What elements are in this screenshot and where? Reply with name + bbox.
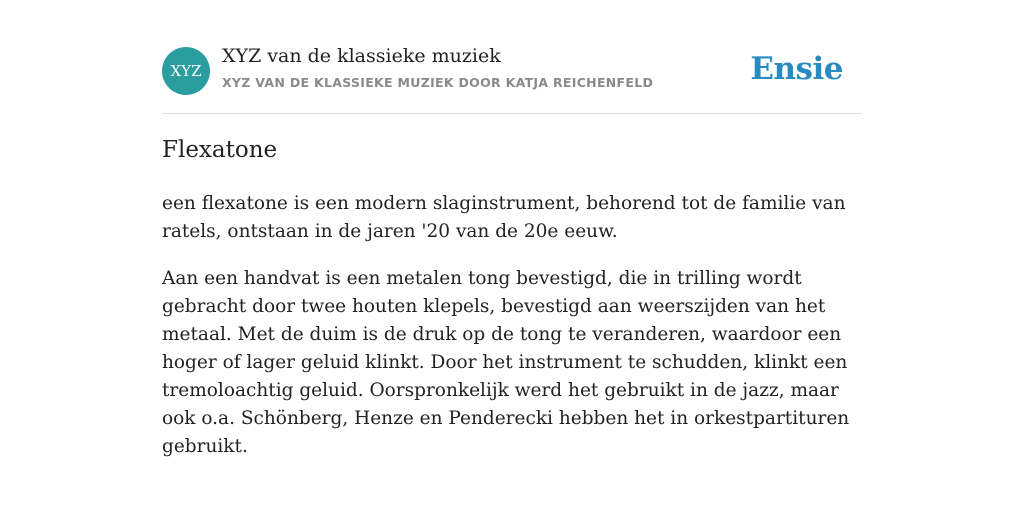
entry-paragraph-2: Aan een handvat is een metalen tong bevestigd, die in trilling wordt gebracht door twee houten klepels, bevestigd aan weerszijden van het metaal. Met de duim is de druk op de tong te veranderen, waardoor een hoger of lager geluid klinkt. Door het instrument te schudden, klinkt een tremoloachtig geluid. Oorspronkelijk werd het gebruikt in de jazz, maar ook o.a. Schönberg, Henze en Penderecki hebben het in orkestpartituren gebruikt. bbox=[162, 268, 850, 457]
brand-logo[interactable]: Ensie bbox=[750, 51, 843, 87]
source-avatar[interactable]: XYZ bbox=[162, 47, 210, 95]
source-subtitle: XYZ VAN DE KLASSIEKE MUZIEK DOOR KATJA REICHENFELD bbox=[222, 75, 654, 90]
header bbox=[162, 0, 862, 114]
source-title[interactable]: XYZ van de klassieke muziek bbox=[222, 45, 501, 67]
entry-card bbox=[162, 0, 862, 457]
entry-title: Flexatone bbox=[162, 137, 278, 163]
entry-paragraph-1: een flexatone is een modern slaginstrument, behorend tot de familie van ratels, ontstaan in de jaren '20 van de 20e eeuw. bbox=[162, 193, 846, 242]
